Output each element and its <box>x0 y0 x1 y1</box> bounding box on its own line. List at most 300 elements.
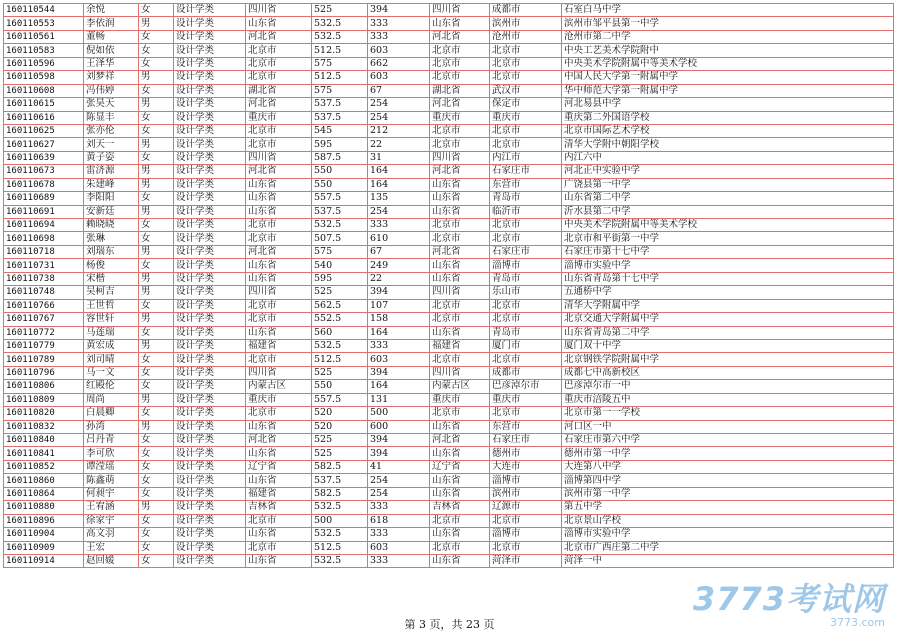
cell-province: 北京市 <box>246 541 312 554</box>
cell-gender: 女 <box>139 487 174 500</box>
cell-origin-province: 山东省 <box>430 192 490 205</box>
cell-name: 黄子姿 <box>84 151 139 164</box>
cell-name: 董畅 <box>84 30 139 43</box>
cell-gender: 女 <box>139 299 174 312</box>
cell-score: 507.5 <box>312 232 368 245</box>
cell-major: 设计学类 <box>174 313 246 326</box>
cell-gender: 女 <box>139 44 174 57</box>
cell-province: 山东省 <box>246 259 312 272</box>
cell-school: 中央美术学院附属中等美术学校 <box>562 219 894 232</box>
cell-origin-province: 四川省 <box>430 366 490 379</box>
cell-name: 孙湾 <box>84 420 139 433</box>
cell-student-id: 160110860 <box>4 474 84 487</box>
cell-origin-city: 北京市 <box>490 407 562 420</box>
cell-student-id: 160110779 <box>4 339 84 352</box>
cell-major: 设计学类 <box>174 232 246 245</box>
cell-origin-province: 山东省 <box>430 447 490 460</box>
cell-province: 北京市 <box>246 57 312 70</box>
cell-rank: 500 <box>368 407 430 420</box>
cell-origin-province: 四川省 <box>430 151 490 164</box>
cell-province: 北京市 <box>246 514 312 527</box>
cell-school: 大连第八中学 <box>562 460 894 473</box>
cell-gender: 女 <box>139 326 174 339</box>
cell-origin-city: 临沂市 <box>490 205 562 218</box>
cell-name: 余悦 <box>84 4 139 17</box>
cell-rank: 394 <box>368 4 430 17</box>
cell-student-id: 160110796 <box>4 366 84 379</box>
cell-major: 设计学类 <box>174 259 246 272</box>
cell-student-id: 160110698 <box>4 232 84 245</box>
cell-student-id: 160110673 <box>4 165 84 178</box>
cell-origin-province: 福建省 <box>430 339 490 352</box>
cell-name: 何昶宇 <box>84 487 139 500</box>
cell-rank: 41 <box>368 460 430 473</box>
cell-major: 设计学类 <box>174 71 246 84</box>
cell-major: 设计学类 <box>174 541 246 554</box>
cell-student-id: 160110852 <box>4 460 84 473</box>
cell-major: 设计学类 <box>174 245 246 258</box>
cell-origin-province: 内蒙古区 <box>430 380 490 393</box>
table-row <box>4 272 894 285</box>
cell-province: 北京市 <box>246 299 312 312</box>
cell-rank: 394 <box>368 366 430 379</box>
page-footer: 第 3 页，共 23 页 <box>404 618 495 631</box>
cell-major: 设计学类 <box>174 84 246 97</box>
cell-province: 河北省 <box>246 245 312 258</box>
table-row <box>4 4 894 17</box>
cell-province: 福建省 <box>246 487 312 500</box>
cell-score: 532.5 <box>312 501 368 514</box>
cell-origin-city: 石家庄市 <box>490 434 562 447</box>
cell-school: 中央工艺美术学院附中 <box>562 44 894 57</box>
cell-rank: 603 <box>368 71 430 84</box>
cell-school: 北京市和平街第一中学 <box>562 232 894 245</box>
table-row <box>4 44 894 57</box>
cell-school: 北京市广西庄第二中学 <box>562 541 894 554</box>
cell-name: 马莲瑞 <box>84 326 139 339</box>
cell-origin-city: 重庆市 <box>490 393 562 406</box>
cell-name: 朱建峰 <box>84 178 139 191</box>
cell-rank: 254 <box>368 205 430 218</box>
cell-major: 设计学类 <box>174 420 246 433</box>
cell-origin-province: 山东省 <box>430 326 490 339</box>
cell-student-id: 160110583 <box>4 44 84 57</box>
cell-student-id: 160110766 <box>4 299 84 312</box>
cell-student-id: 160110748 <box>4 286 84 299</box>
cell-score: 532.5 <box>312 339 368 352</box>
cell-origin-province: 河北省 <box>430 434 490 447</box>
cell-major: 设计学类 <box>174 353 246 366</box>
cell-origin-province: 河北省 <box>430 98 490 111</box>
cell-origin-city: 重庆市 <box>490 111 562 124</box>
cell-gender: 女 <box>139 528 174 541</box>
cell-gender: 男 <box>139 501 174 514</box>
cell-name: 雷济源 <box>84 165 139 178</box>
cell-gender: 男 <box>139 205 174 218</box>
cell-rank: 394 <box>368 286 430 299</box>
cell-score: 595 <box>312 272 368 285</box>
cell-major: 设计学类 <box>174 514 246 527</box>
cell-student-id: 160110689 <box>4 192 84 205</box>
table-row <box>4 219 894 232</box>
cell-student-id: 160110738 <box>4 272 84 285</box>
cell-score: 537.5 <box>312 205 368 218</box>
cell-province: 北京市 <box>246 124 312 137</box>
cell-student-id: 160110544 <box>4 4 84 17</box>
cell-origin-province: 山东省 <box>430 272 490 285</box>
table-row <box>4 192 894 205</box>
cell-school: 重庆市涪陵五中 <box>562 393 894 406</box>
cell-rank: 135 <box>368 192 430 205</box>
cell-origin-province: 北京市 <box>430 219 490 232</box>
cell-student-id: 160110718 <box>4 245 84 258</box>
cell-name: 谭滢瑶 <box>84 460 139 473</box>
cell-student-id: 160110820 <box>4 407 84 420</box>
cell-student-id: 160110731 <box>4 259 84 272</box>
table-row <box>4 366 894 379</box>
cell-score: 557.5 <box>312 393 368 406</box>
table-row <box>4 17 894 30</box>
cell-major: 设计学类 <box>174 98 246 111</box>
cell-origin-city: 北京市 <box>490 44 562 57</box>
table-row <box>4 30 894 43</box>
cell-gender: 男 <box>139 138 174 151</box>
cell-student-id: 160110616 <box>4 111 84 124</box>
cell-origin-province: 北京市 <box>430 57 490 70</box>
cell-gender: 女 <box>139 259 174 272</box>
cell-school: 滨州市邹平县第一中学 <box>562 17 894 30</box>
cell-gender: 女 <box>139 353 174 366</box>
cell-score: 550 <box>312 165 368 178</box>
cell-origin-city: 保定市 <box>490 98 562 111</box>
cell-name: 王宏 <box>84 541 139 554</box>
cell-origin-city: 辽源市 <box>490 501 562 514</box>
cell-name: 容世轩 <box>84 313 139 326</box>
cell-major: 设计学类 <box>174 44 246 57</box>
cell-province: 河北省 <box>246 98 312 111</box>
cell-major: 设计学类 <box>174 205 246 218</box>
cell-student-id: 160110767 <box>4 313 84 326</box>
cell-name: 王宥涵 <box>84 501 139 514</box>
cell-score: 537.5 <box>312 111 368 124</box>
cell-score: 552.5 <box>312 313 368 326</box>
cell-rank: 164 <box>368 178 430 191</box>
cell-student-id: 160110909 <box>4 541 84 554</box>
cell-province: 山东省 <box>246 178 312 191</box>
cell-score: 595 <box>312 138 368 151</box>
cell-student-id: 160110832 <box>4 420 84 433</box>
cell-origin-city: 成都市 <box>490 366 562 379</box>
cell-origin-city: 滨州市 <box>490 17 562 30</box>
cell-origin-city: 北京市 <box>490 124 562 137</box>
cell-province: 四川省 <box>246 366 312 379</box>
table-row <box>4 299 894 312</box>
cell-major: 设计学类 <box>174 501 246 514</box>
cell-province: 北京市 <box>246 313 312 326</box>
cell-school: 沧州市第二中学 <box>562 30 894 43</box>
cell-origin-city: 武汉市 <box>490 84 562 97</box>
cell-student-id: 160110694 <box>4 219 84 232</box>
cell-gender: 女 <box>139 541 174 554</box>
cell-gender: 女 <box>139 30 174 43</box>
cell-score: 525 <box>312 286 368 299</box>
cell-rank: 333 <box>368 30 430 43</box>
cell-rank: 158 <box>368 313 430 326</box>
table-row <box>4 541 894 554</box>
cell-school: 清华大学附属中学 <box>562 299 894 312</box>
table-body <box>4 4 894 568</box>
cell-name: 徐家宇 <box>84 514 139 527</box>
table-row <box>4 528 894 541</box>
cell-name: 吕丹青 <box>84 434 139 447</box>
cell-major: 设计学类 <box>174 57 246 70</box>
cell-province: 山东省 <box>246 205 312 218</box>
cell-rank: 603 <box>368 541 430 554</box>
cell-province: 湖北省 <box>246 84 312 97</box>
table-row <box>4 501 894 514</box>
cell-major: 设计学类 <box>174 460 246 473</box>
table-row <box>4 232 894 245</box>
cell-major: 设计学类 <box>174 474 246 487</box>
cell-school: 德州市第一中学 <box>562 447 894 460</box>
cell-rank: 67 <box>368 245 430 258</box>
table-row <box>4 138 894 151</box>
cell-origin-province: 山东省 <box>430 17 490 30</box>
cell-name: 冯伟婷 <box>84 84 139 97</box>
cell-school: 五通桥中学 <box>562 286 894 299</box>
cell-school: 重庆第二外国语学校 <box>562 111 894 124</box>
cell-name: 高文羽 <box>84 528 139 541</box>
cell-origin-province: 四川省 <box>430 4 490 17</box>
table-row <box>4 111 894 124</box>
cell-name: 赖晓晓 <box>84 219 139 232</box>
cell-score: 532.5 <box>312 554 368 567</box>
cell-student-id: 160110806 <box>4 380 84 393</box>
cell-gender: 女 <box>139 232 174 245</box>
cell-name: 李依润 <box>84 17 139 30</box>
cell-gender: 男 <box>139 98 174 111</box>
cell-gender: 男 <box>139 71 174 84</box>
cell-gender: 女 <box>139 4 174 17</box>
cell-origin-city: 北京市 <box>490 541 562 554</box>
cell-school: 河北易县中学 <box>562 98 894 111</box>
cell-major: 设计学类 <box>174 434 246 447</box>
cell-score: 560 <box>312 326 368 339</box>
cell-school: 河北正中实验中学 <box>562 165 894 178</box>
cell-rank: 249 <box>368 259 430 272</box>
cell-school: 清华大学附中朝阳学校 <box>562 138 894 151</box>
cell-gender: 男 <box>139 272 174 285</box>
cell-origin-city: 淄博市 <box>490 528 562 541</box>
cell-origin-province: 河北省 <box>430 165 490 178</box>
cell-rank: 164 <box>368 326 430 339</box>
cell-score: 512.5 <box>312 353 368 366</box>
table-row <box>4 474 894 487</box>
table-row <box>4 245 894 258</box>
cell-province: 山东省 <box>246 447 312 460</box>
cell-score: 545 <box>312 124 368 137</box>
cell-school: 石家庄市第十七中学 <box>562 245 894 258</box>
cell-rank: 67 <box>368 84 430 97</box>
cell-rank: 31 <box>368 151 430 164</box>
cell-gender: 女 <box>139 366 174 379</box>
cell-origin-province: 河北省 <box>430 30 490 43</box>
cell-score: 587.5 <box>312 151 368 164</box>
cell-origin-city: 北京市 <box>490 514 562 527</box>
cell-origin-province: 北京市 <box>430 44 490 57</box>
table-row <box>4 434 894 447</box>
table-row <box>4 380 894 393</box>
cell-rank: 603 <box>368 353 430 366</box>
cell-rank: 254 <box>368 487 430 500</box>
cell-major: 设计学类 <box>174 339 246 352</box>
cell-gender: 男 <box>139 286 174 299</box>
cell-origin-city: 北京市 <box>490 57 562 70</box>
table-row <box>4 514 894 527</box>
cell-major: 设计学类 <box>174 487 246 500</box>
cell-major: 设计学类 <box>174 272 246 285</box>
cell-gender: 女 <box>139 514 174 527</box>
cell-province: 山东省 <box>246 528 312 541</box>
cell-province: 四川省 <box>246 4 312 17</box>
cell-province: 河北省 <box>246 434 312 447</box>
cell-school: 山东省青岛第二中学 <box>562 326 894 339</box>
cell-rank: 333 <box>368 501 430 514</box>
table-row <box>4 407 894 420</box>
cell-name: 刘天一 <box>84 138 139 151</box>
cell-school: 成都七中高新校区 <box>562 366 894 379</box>
cell-score: 575 <box>312 84 368 97</box>
cell-origin-province: 山东省 <box>430 487 490 500</box>
cell-score: 582.5 <box>312 487 368 500</box>
cell-major: 设计学类 <box>174 178 246 191</box>
cell-major: 设计学类 <box>174 366 246 379</box>
cell-name: 张昊天 <box>84 98 139 111</box>
cell-origin-province: 河北省 <box>430 245 490 258</box>
cell-rank: 22 <box>368 272 430 285</box>
cell-origin-city: 青岛市 <box>490 326 562 339</box>
cell-gender: 男 <box>139 165 174 178</box>
cell-origin-city: 德州市 <box>490 447 562 460</box>
cell-origin-province: 重庆市 <box>430 111 490 124</box>
cell-origin-province: 山东省 <box>430 474 490 487</box>
cell-school: 华中师范大学第一附属中学 <box>562 84 894 97</box>
cell-origin-city: 东营市 <box>490 178 562 191</box>
cell-score: 532.5 <box>312 528 368 541</box>
cell-gender: 女 <box>139 111 174 124</box>
watermark <box>693 582 885 629</box>
cell-province: 四川省 <box>246 286 312 299</box>
cell-score: 525 <box>312 447 368 460</box>
table-row <box>4 124 894 137</box>
cell-student-id: 160110639 <box>4 151 84 164</box>
cell-origin-province: 北京市 <box>430 353 490 366</box>
cell-student-id: 160110840 <box>4 434 84 447</box>
cell-origin-province: 北京市 <box>430 407 490 420</box>
cell-province: 山东省 <box>246 474 312 487</box>
cell-name: 陈鑫萌 <box>84 474 139 487</box>
cell-student-id: 160110691 <box>4 205 84 218</box>
table-row <box>4 487 894 500</box>
cell-school: 山东省青岛第十七中学 <box>562 272 894 285</box>
cell-province: 辽宁省 <box>246 460 312 473</box>
table-row <box>4 205 894 218</box>
table-row <box>4 71 894 84</box>
cell-name: 刘梦祥 <box>84 71 139 84</box>
cell-name: 张亦伦 <box>84 124 139 137</box>
cell-origin-province: 吉林省 <box>430 501 490 514</box>
cell-school: 沂水县第二中学 <box>562 205 894 218</box>
table-row <box>4 353 894 366</box>
cell-major: 设计学类 <box>174 407 246 420</box>
cell-province: 吉林省 <box>246 501 312 514</box>
cell-student-id: 160110914 <box>4 554 84 567</box>
cell-name: 李阳阳 <box>84 192 139 205</box>
cell-school: 淄博市实验中学 <box>562 259 894 272</box>
cell-student-id: 160110809 <box>4 393 84 406</box>
cell-gender: 女 <box>139 474 174 487</box>
cell-major: 设计学类 <box>174 528 246 541</box>
cell-rank: 212 <box>368 124 430 137</box>
cell-score: 512.5 <box>312 44 368 57</box>
cell-origin-city: 沧州市 <box>490 30 562 43</box>
cell-student-id: 160110841 <box>4 447 84 460</box>
cell-school: 石家庄市第六中学 <box>562 434 894 447</box>
cell-name: 红殿伦 <box>84 380 139 393</box>
cell-province: 北京市 <box>246 219 312 232</box>
cell-name: 陈显丰 <box>84 111 139 124</box>
cell-student-id: 160110553 <box>4 17 84 30</box>
cell-origin-city: 北京市 <box>490 219 562 232</box>
cell-name: 宋楷 <box>84 272 139 285</box>
cell-student-id: 160110598 <box>4 71 84 84</box>
cell-student-id: 160110772 <box>4 326 84 339</box>
cell-province: 北京市 <box>246 353 312 366</box>
cell-school: 石室白马中学 <box>562 4 894 17</box>
cell-major: 设计学类 <box>174 111 246 124</box>
table-row <box>4 554 894 567</box>
cell-rank: 333 <box>368 554 430 567</box>
cell-origin-city: 东营市 <box>490 420 562 433</box>
cell-score: 532.5 <box>312 30 368 43</box>
table-row <box>4 326 894 339</box>
cell-school: 北京交通大学附属中学 <box>562 313 894 326</box>
cell-origin-city: 淄博市 <box>490 259 562 272</box>
cell-student-id: 160110596 <box>4 57 84 70</box>
cell-score: 512.5 <box>312 541 368 554</box>
cell-student-id: 160110896 <box>4 514 84 527</box>
table-row <box>4 259 894 272</box>
cell-score: 582.5 <box>312 460 368 473</box>
cell-major: 设计学类 <box>174 17 246 30</box>
cell-origin-city: 北京市 <box>490 299 562 312</box>
cell-score: 512.5 <box>312 71 368 84</box>
cell-province: 重庆市 <box>246 111 312 124</box>
cell-province: 北京市 <box>246 407 312 420</box>
cell-score: 575 <box>312 57 368 70</box>
cell-major: 设计学类 <box>174 286 246 299</box>
cell-score: 550 <box>312 178 368 191</box>
watermark-url: 3773.com <box>830 616 885 629</box>
cell-origin-city: 淄博市 <box>490 474 562 487</box>
cell-student-id: 160110864 <box>4 487 84 500</box>
cell-rank: 22 <box>368 138 430 151</box>
cell-school: 菏泽一中 <box>562 554 894 567</box>
cell-gender: 男 <box>139 393 174 406</box>
cell-rank: 131 <box>368 393 430 406</box>
cell-origin-city: 石家庄市 <box>490 245 562 258</box>
cell-major: 设计学类 <box>174 393 246 406</box>
